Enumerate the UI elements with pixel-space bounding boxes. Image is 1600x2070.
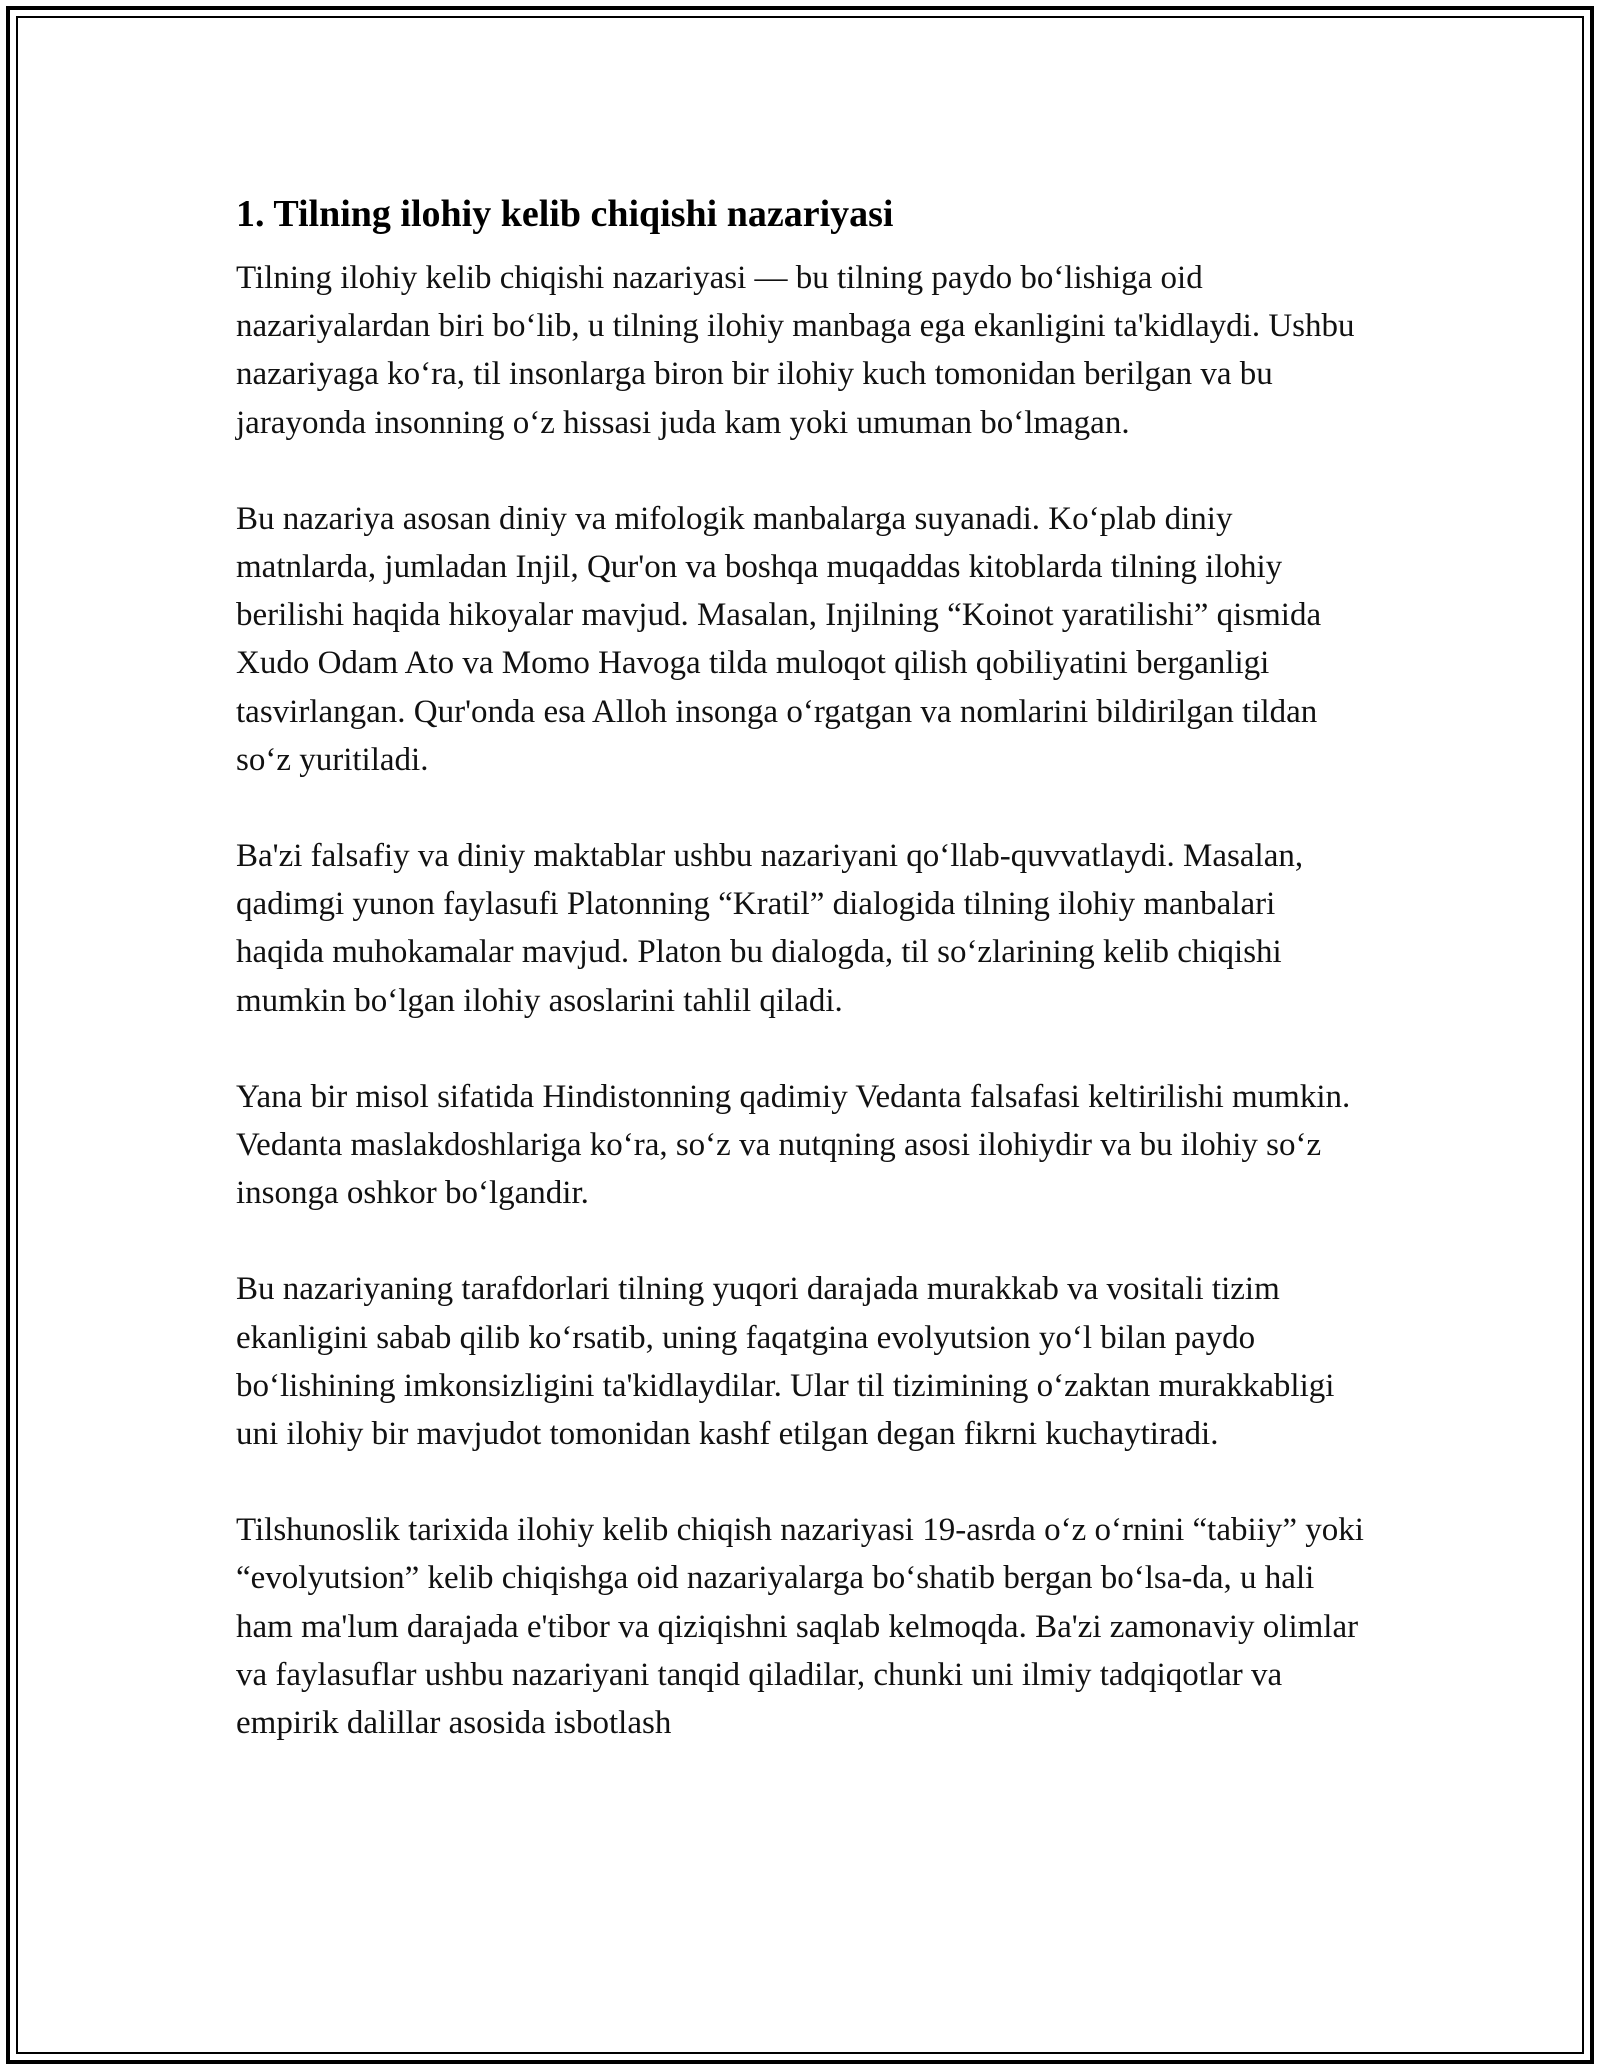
section-heading: 1. Tilning ilohiy kelib chiqishi nazariyasi [236, 193, 894, 235]
document-body [236, 188, 1366, 1747]
paragraph-2: Bu nazariya asosan diniy va mifologik manbalarga suyanadi. Ko‘plab diniy matnlarda, jumladan Injil, Qur'on va boshqa muqaddas kitoblarda tilning ilohiy berilishi haqida hikoyalar mavjud. Masalan, Injilning “Koinot yaratilishi” qismida Xudo Odam Ato va Momo Havoga tilda muloqot qilish qobiliyatini berganligi tasvirlangan. Qur'onda esa Alloh insonga o‘rgatgan va nomlarini bildirilgan tildan so‘z yuritiladi. [236, 500, 1322, 778]
paragraph-4: Yana bir misol sifatida Hindistonning qadimiy Vedanta falsafasi keltirilishi mumkin. Vedanta maslakdoshlariga ko‘ra, so‘z va nutqning asosi ilohiydir va bu ilohiy so‘z insonga oshkor bo‘lgandir. [236, 1078, 1351, 1212]
paragraph-5: Bu nazariyaning tarafdorlari tilning yuqori darajada murakkab va vositali tizim ekanligini sabab qilib ko‘rsatib, uning faqatgina evolyutsion yo‘l bilan paydo bo‘lishining imkonsizligini ta'kidlaydilar. Ular til tizimining o‘zaktan murakkabligi uni ilohiy bir mavjudot tomonidan kashf etilgan degan fikrni kuchaytiradi. [236, 1271, 1335, 1453]
paragraph-6: Tilshunoslik tarixida ilohiy kelib chiqish nazariyasi 19-asrda o‘z o‘rnini “tabiiy” yoki “evolyutsion” kelib chiqishga oid nazariyalarga bo‘shatib bergan bo‘lsa-da, u hali ham ma'lum darajada e'tibor va qiziqishni saqlab kelmoqda. Ba'zi zamonaviy olimlar va faylasuflar ushbu nazariyani tanqid qiladilar, chunki uni ilmiy tadqiqotlar va empirik dalillar asosida isbotlash [236, 1512, 1364, 1742]
paragraph-1: Tilning ilohiy kelib chiqishi nazariyasi — bu tilning paydo bo‘lishiga oid nazariyalardan biri bo‘lib, u tilning ilohiy manbaga ega ekanligini ta'kidlaydi. Ushbu nazariyaga ko‘ra, til insonlarga biron bir ilohiy kuch tomonidan berilgan va bu jarayonda insonning o‘z hissasi juda kam yoki umuman bo‘lmagan. [236, 260, 1355, 441]
paragraph-3: Ba'zi falsafiy va diniy maktablar ushbu nazariyani qo‘llab-quvvatlaydi. Masalan, qadimgi yunon faylasufi Platonning “Kratil” dialogida tilning ilohiy manbalari haqida muhokamalar mavjud. Platon bu dialogda, til so‘zlarining kelib chiqishi mumkin bo‘lgan ilohiy asoslarini tahlil qiladi. [236, 838, 1304, 1019]
